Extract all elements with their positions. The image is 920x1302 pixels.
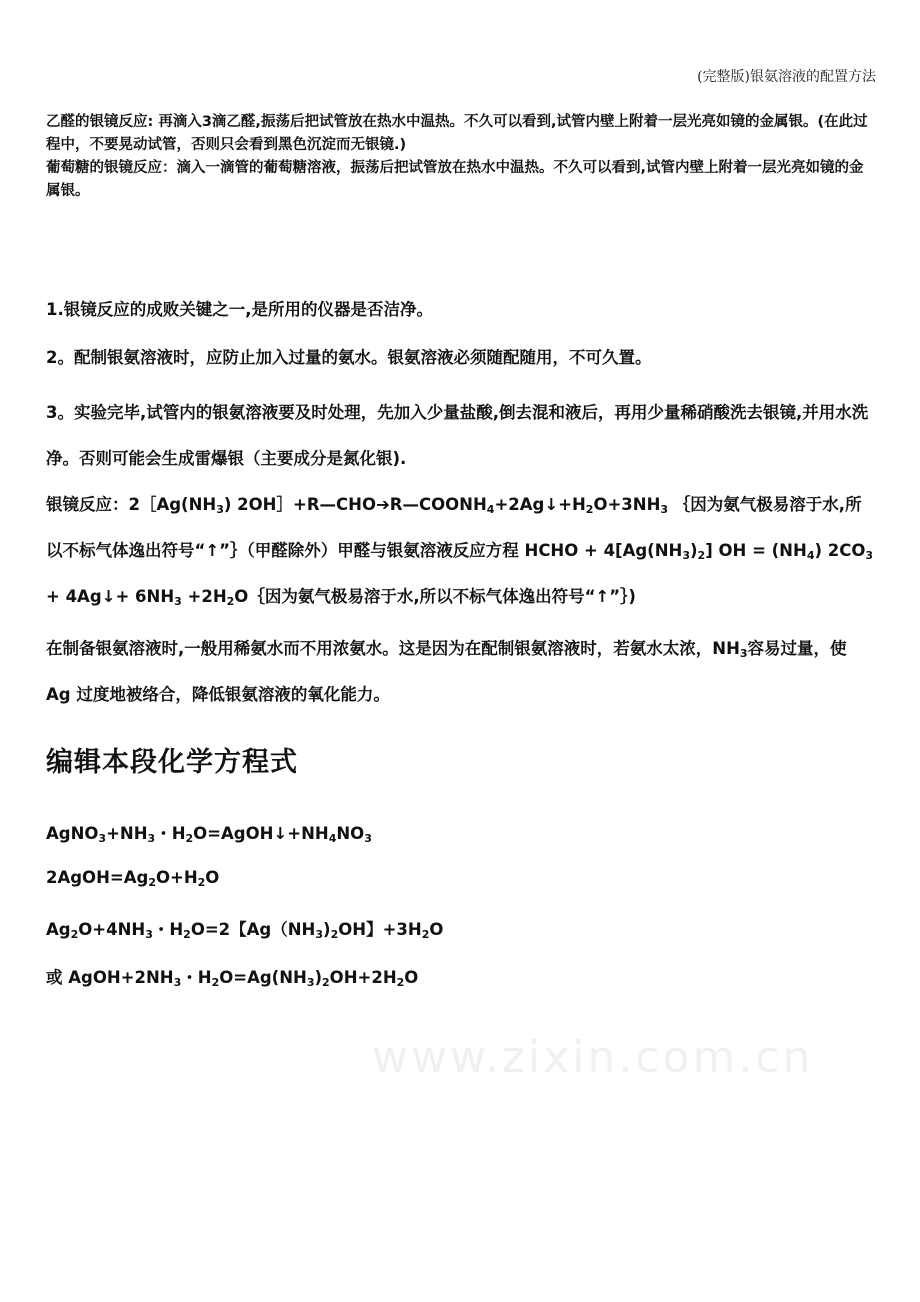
watermark: www.zixin.com.cn <box>372 1032 814 1083</box>
document-header: (完整版)银氨溶液的配置方法 <box>697 69 876 85</box>
note-1: 1.银镜反应的成败关键之一,是所用的仪器是否洁净。 <box>46 300 434 319</box>
note-silver-mirror-reaction: 银镜反应：$2[Ag(NH_3)$ $2OH]+R—CHO➔R—COONH_4+2Ag↓+H_2O+3NH_3$ ｛因为氨气极易溶于水,所以不标气体逸出符号“↑”｝（甲醛除外）甲醛与银氨溶液反应方程 HCHO + $4[Ag(NH_3)_2]$ OH = $(NH_4) 2CO_3$ + 4Ag↓+ $6NH_3$ $+2H_2O\{$因为氨气极易溶于水,所以不标气体逸出符号“↑”｝) <box>46 495 874 608</box>
intro-glucose: 葡萄糖的银镜反应：滴入一滴管的葡萄糖溶液，振荡后把试管放在热水中温热。不久可以看到,试管内壁上附着一层光亮如镜的金属银。 <box>46 160 864 199</box>
equation-2: $2AgOH=Ag_2O+H_2O$ <box>46 868 220 889</box>
intro-acetaldehyde: 乙醛的银镜反应: 再滴入3滴乙醛,振荡后把试管放在热水中温热。不久可以看到,试管内壁上附着一层光亮如镜的金属银。(在此过程中，不要晃动试管，否则只会看到黑色沉淀而无银镜.) <box>46 114 868 153</box>
note-2: 2。配制银氨溶液时，应防止加入过量的氨水。银氨溶液必须随配随用，不可久置。 <box>46 348 652 367</box>
equation-3: $Ag_2O+4NH_3$・$H_2O=2$【$Ag(NH_3)_2OH$】$+3H_2O$ <box>46 920 444 941</box>
equation-4: 或 $AgOH+2NH_3$・$H_2O=Ag(NH_3)_2OH+2H_2O$ <box>46 968 419 989</box>
note-3: 3。实验完毕,试管内的银氨溶液要及时处理，先加入少量盐酸,倒去混和液后，再用少量稀硝酸洗去银镜,并用水洗净。否则可能会生成雷爆银（主要成分是氮化银). <box>46 403 869 468</box>
equation-1: $AgNO_3+NH_3$・$H_2O=AgOH↓+NH_4NO_3$ <box>46 824 372 845</box>
section-heading: 编辑本段化学方程式 <box>46 747 298 778</box>
note-dilute-ammonia: 在制备银氨溶液时,一般用稀氨水而不用浓氨水。这是因为在配制银氨溶液时，若氨水太浓，$NH_3$容易过量，使 Ag 过度地被络合，降低银氨溶液的氧化能力。 <box>46 639 847 704</box>
